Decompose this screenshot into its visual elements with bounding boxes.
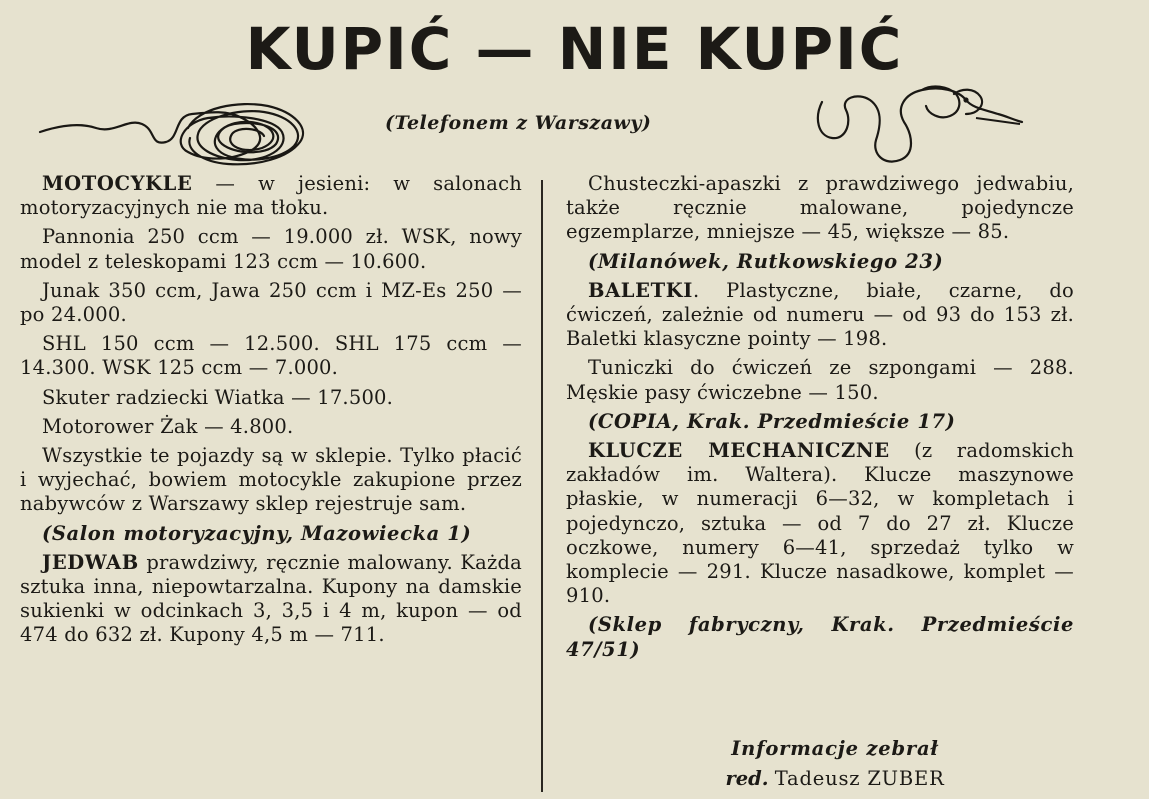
signature-prefix: red. (725, 767, 769, 790)
scribble-doodle-left (38, 88, 318, 170)
ballet-shoes-paragraph: BALETKI. Plastyczne, białe, czarne, do ćwiczeń, zależnie od numeru — od 93 do 153 zł. Baletki klasyczne pointy — 198. (566, 278, 1074, 351)
article-title: KUPIĆ — NIE KUPIĆ (245, 15, 904, 83)
price-paragraph: Motorower Żak — 4.800. (42, 414, 294, 438)
body-paragraph: Tuniczki do ćwiczeń ze szpongami — 288. Męskie pasy ćwiczebne — 150. (566, 356, 1074, 404)
motorcycles-paragraph: MOTOCYKLE — w jesieni: w salonach motoryzacyjnych nie ma tłoku. (20, 172, 522, 220)
price-paragraph: SHL 150 ccm — 12.500. SHL 175 ccm — 14.300. WSK 125 ccm — 7.000. (20, 332, 522, 380)
section-heading-baletki: BALETKI (588, 278, 693, 302)
body-paragraph: Chusteczki-apaszki z prawdziwego jedwabiu, także ręcznie malowane, pojedyncze egzemplarze, mniejsze — 45, większe — 85. (566, 172, 1074, 244)
wrenches-paragraph: KLUCZE MECHANICZNE (z radomskich zakładów im. Waltera). Klucze maszynowe płaskie, w numeracji 6—32, w kompletach i pojedynczo, sztuka — od 7 do 27 zł. Klucze oczkowe, numery 6—41, sprzedaż tylko w komplecie — 291. Klucze nasadkowe, komplet — 910. (566, 439, 1074, 608)
signature-name: Tadeusz ZUBER (774, 767, 945, 790)
section-heading-jedwab: JEDWAB (42, 550, 139, 574)
source-note: (Sklep fabryczny, Krak. Przedmieście 47/51) (566, 613, 1074, 661)
column-divider (541, 180, 543, 792)
source-note: (Salon motoryzacyjny, Mazowiecka 1) (42, 521, 472, 545)
price-paragraph: Junak 350 ccm, Jawa 250 ccm i MZ-Es 250 — po 24.000. (20, 278, 522, 327)
signature-info: Informacje zebrał (731, 737, 939, 760)
body-paragraph: Wszystkie te pojazdy są w sklepie. Tylko płacić i wyjechać, bowiem motocykle zakupione przez nabywców z Warszawy sklep rejestruje sam. (20, 444, 522, 516)
snake-eye (963, 97, 968, 102)
price-paragraph: Pannonia 250 ccm — 19.000 zł. WSK, nowy model z teleskopami 123 ccm — 10.600. (20, 225, 522, 273)
price-paragraph: Skuter radziecki Wiatka — 17.500. (42, 385, 394, 409)
signature-author-line (600, 764, 1070, 794)
source-note: (Milanówek, Rutkowskiego 23) (588, 249, 944, 273)
silk-paragraph: JEDWAB prawdziwy, ręcznie malowany. Każda sztuka inna, niepowtarzalna. Kupony na damskie sukienki w odcinkach 3, 3,5 i 4 m, kupon — od 474 do 632 zł. Kupony 4,5 m — 711. (20, 550, 522, 647)
snake-doodle-right (800, 78, 1025, 170)
article-subtitle: (Telefonem z Warszawy) (385, 112, 652, 134)
author-signature (600, 734, 1070, 794)
source-note: (COPIA, Krak. Przedmieście 17) (588, 409, 956, 433)
right-column (566, 172, 1074, 667)
section-heading-motocykle: MOTOCYKLE (42, 172, 193, 195)
section-heading-klucze: KLUCZE MECHANICZNE (588, 439, 890, 463)
left-column (20, 172, 522, 653)
